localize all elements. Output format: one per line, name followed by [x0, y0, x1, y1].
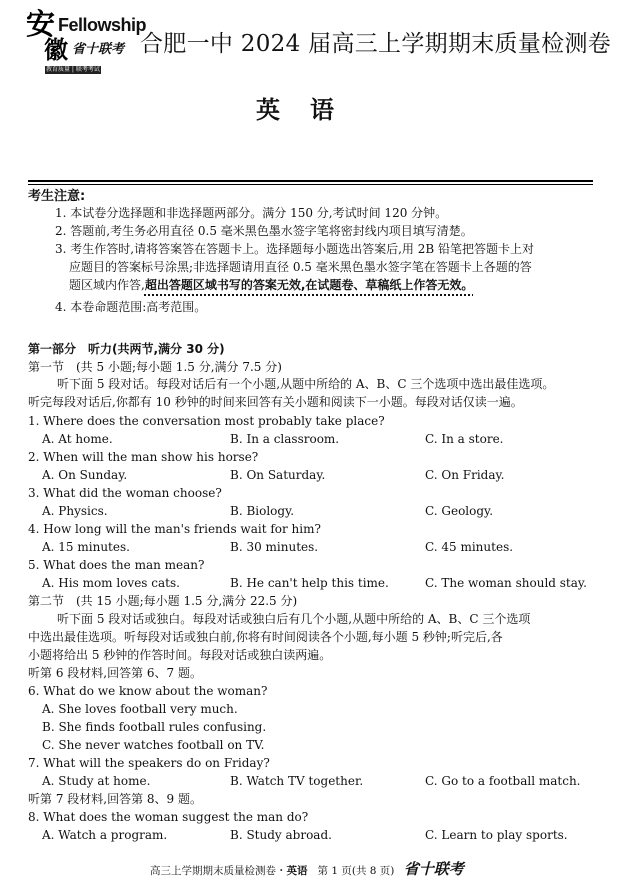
notice-item-3: 3. 考生作答时,请将答案答在答题卡上。选择题每小题选出答案后,用 2B 铅笔把答题卡上对 — [55, 242, 534, 256]
section2-instruction-3: 小题将给出 5 秒钟的作答时间。每段对话或独白读两遍。 — [28, 648, 332, 662]
logo-char-hui: 徽 — [44, 35, 68, 64]
footer-page-number: 第 1 页(共 8 页) — [317, 865, 395, 877]
q4-option-b: B. 30 minutes. — [230, 540, 319, 554]
question-4: 4. How long will the man's friends wait for him? — [28, 522, 321, 536]
q2-option-b: B. On Saturday. — [230, 468, 326, 482]
subject-title: 英语 — [256, 96, 364, 124]
part1-title: 第一部分 听力(共两节,满分 30 分) — [28, 342, 225, 356]
notice-emphasis: 超出答题区域书写的答案无效,在试题卷、草稿纸上作答无效。 — [144, 278, 474, 292]
question-3: 3. What did the woman choose? — [28, 486, 222, 500]
q4-option-c: C. 45 minutes. — [425, 540, 514, 554]
q7-option-a: A. Study at home. — [42, 774, 151, 788]
question-5: 5. What does the man mean? — [28, 558, 205, 572]
section2-instruction-1: 听下面 5 段对话或独白。每段对话或独白后有几个小题,从题中所给的 A、B、C 三个选项 — [57, 612, 531, 626]
q8-option-b: B. Study abroad. — [230, 828, 332, 842]
q2-option-c: C. On Friday. — [425, 468, 505, 482]
footer-brand: 省十联考 — [403, 860, 464, 878]
q6-option-a: A. She loves football very much. — [42, 702, 238, 716]
notice-item-4: 4. 本卷命题范围:高考范围。 — [55, 300, 207, 314]
q1-option-b: B. In a classroom. — [230, 432, 340, 446]
section1-title: 第一节 (共 5 小题;每小题 1.5 分,满分 7.5 分) — [28, 360, 282, 374]
q5-option-b: B. He can't help this time. — [230, 576, 389, 590]
section1-instruction-2: 听完每段对话后,你都有 10 秒钟的时间来回答有关小题和阅读下一小题。每段对话仅读一遍。 — [28, 395, 523, 409]
notice-item-3-prefix: 题区域内作答, — [69, 278, 145, 292]
q6-option-b: B. She finds football rules confusing. — [42, 720, 267, 734]
notice-item-3-line2: 应题目的答案标号涂黑;非选择题请用直径 0.5 毫米黑色墨水签字笔在答题卡上各题的答 — [69, 260, 532, 274]
question-1: 1. Where does the conversation most probably take place? — [28, 414, 385, 428]
logo-char-an: 安 — [26, 7, 56, 41]
q1-option-c: C. In a store. — [425, 432, 504, 446]
question-7: 7. What will the speakers do on Friday? — [28, 756, 270, 770]
question-8: 8. What does the woman suggest the man do? — [28, 810, 309, 824]
header-divider-thick — [28, 180, 593, 182]
q2-option-a: A. On Sunday. — [42, 468, 128, 482]
q7-option-c: C. Go to a football match. — [425, 774, 581, 788]
question-2: 2. When will the man show his horse? — [28, 450, 259, 464]
q1-option-a: A. At home. — [42, 432, 113, 446]
notice-item-2: 2. 答题前,考生务必用直径 0.5 毫米黑色墨水签字笔将密封线内项目填写清楚。 — [55, 224, 473, 238]
question-6: 6. What do we know about the woman? — [28, 684, 268, 698]
material-7-note: 听第 7 段材料,回答第 8、9 题。 — [28, 792, 202, 806]
section2-instruction-2: 中选出最佳选项。听每段对话或独白前,你将有时间阅读各个小题,每小题 5 秒钟;听完后,各 — [28, 630, 503, 644]
logo-brand: 省十联考 — [72, 42, 125, 57]
notice-heading: 考生注意: — [28, 189, 86, 204]
logo-tagline: 教育质量 | 联考考试 — [46, 66, 100, 73]
section1-instruction-1: 听下面 5 段对话。每段对话后有一个小题,从题中所给的 A、B、C 三个选项中选出最佳选项。 — [57, 377, 555, 391]
q4-option-a: A. 15 minutes. — [42, 540, 130, 554]
q3-option-b: B. Biology. — [230, 504, 295, 518]
notice-item-3-line3 — [69, 277, 473, 294]
q5-option-c: C. The woman should stay. — [425, 576, 587, 590]
footer-text: 高三上学期期末质量检测卷・ — [150, 865, 287, 877]
logo-fellowship: Fellowship — [58, 15, 147, 35]
q8-option-a: A. Watch a program. — [42, 828, 168, 842]
footer-subject: 英语 — [286, 865, 308, 877]
q8-option-c: C. Learn to play sports. — [425, 828, 568, 842]
header-divider-thin — [28, 184, 593, 185]
q6-option-c: C. She never watches football on TV. — [42, 738, 265, 752]
q5-option-a: A. His mom loves cats. — [42, 576, 180, 590]
material-6-note: 听第 6 段材料,回答第 6、7 题。 — [28, 666, 202, 680]
q3-option-a: A. Physics. — [42, 504, 108, 518]
q7-option-b: B. Watch TV together. — [230, 774, 364, 788]
q3-option-c: C. Geology. — [425, 504, 494, 518]
footer — [150, 858, 464, 879]
notice-item-1: 1. 本试卷分选择题和非选择题两部分。满分 150 分,考试时间 120 分钟。 — [55, 206, 448, 220]
section2-title: 第二节 (共 15 小题;每小题 1.5 分,满分 22.5 分) — [28, 594, 298, 608]
exam-title: 合肥一中 2024 届高三上学期期末质量检测卷 — [140, 31, 612, 57]
